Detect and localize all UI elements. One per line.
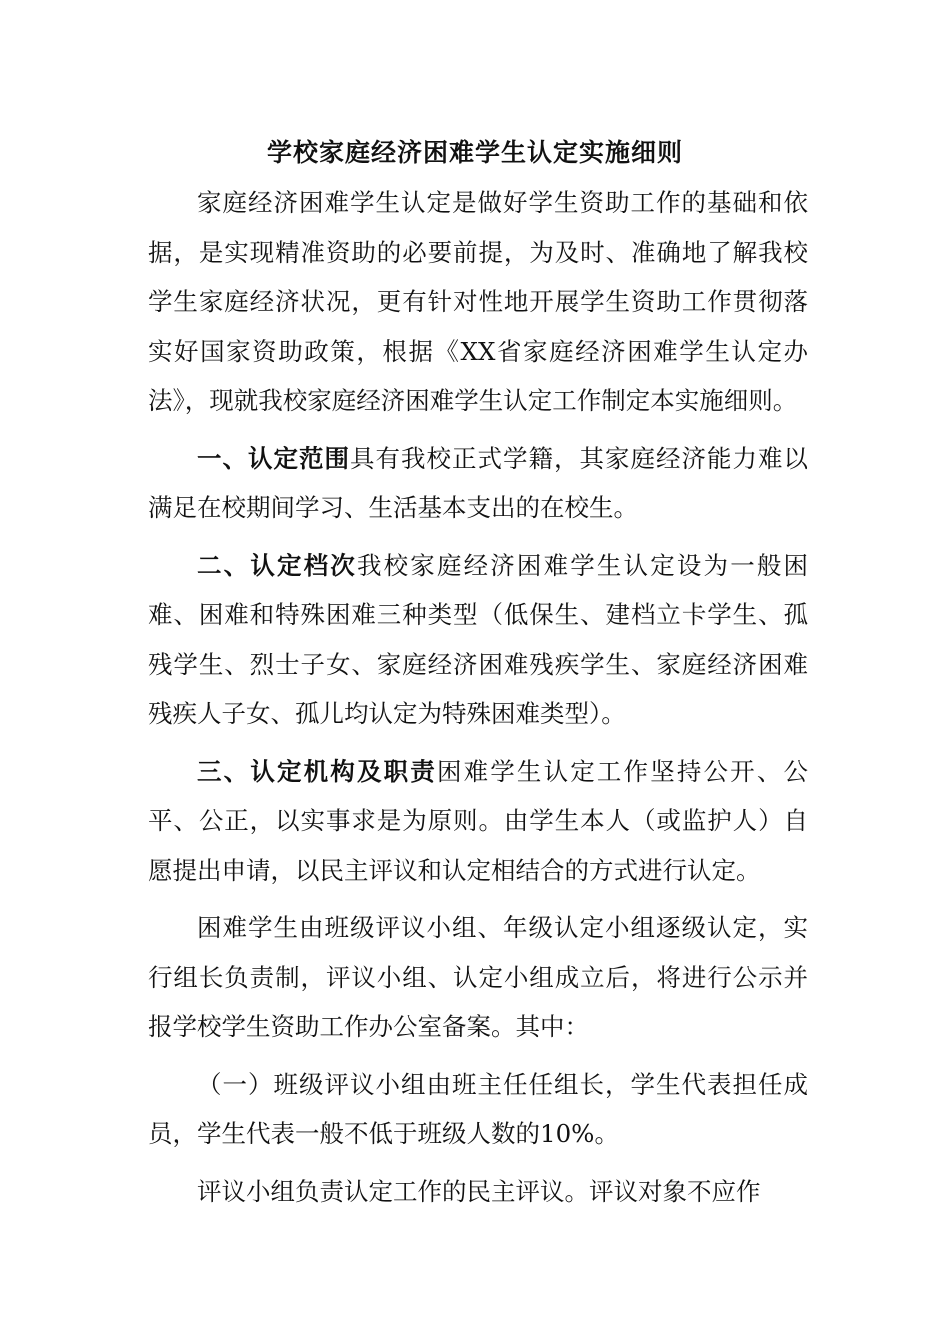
section-2-text: 我校家庭经济困难学生认定设为一般困难、困难和特殊困难三种类型（低保生、建档立卡学生、孤残学生、烈士子女、家庭经济困难残疾学生、家庭经济困难残疾人子女、孤儿均认定为特殊困难类型）。 xyxy=(148,550,809,728)
section-1-paragraph xyxy=(148,434,808,533)
paragraph-4: 困难学生由班级评议小组、年级认定小组逐级认定，实行组长负责制，评议小组、认定小组成立后，将进行公示并报学校学生资助工作办公室备案。其中： xyxy=(148,913,808,1041)
paragraph-6: 评议小组负责认定工作的民主评议。评议对象不应作 xyxy=(197,1176,761,1206)
section-3-heading: 三、认定机构及职责 xyxy=(197,756,437,786)
intro-paragraph: 家庭经济困难学生认定是做好学生资助工作的基础和依据，是实现精准资助的必要前提，为及时、准确地了解我校学生家庭经济状况，更有针对性地开展学生资助工作贯彻落实好国家资助政策，根据《XX省家庭经济困难学生认定办法》，现就我校家庭经济困难学生认定工作制定本实施细则。 xyxy=(148,188,808,415)
document-title: 学校家庭经济困难学生认定实施细则 xyxy=(266,138,683,167)
section-1-text: 具有我校正式学籍，其家庭经济能力难以满足在校期间学习、生活基本支出的在校生。 xyxy=(148,443,808,522)
section-2-heading: 二、认定档次 xyxy=(197,550,357,580)
section-3-paragraph xyxy=(148,747,808,896)
document-body xyxy=(148,178,808,1216)
paragraph-5: （一）班级评议小组由班主任任组长，学生代表担任成员，学生代表一般不低于班级人数的10%。 xyxy=(148,1069,808,1148)
section-2-paragraph xyxy=(148,541,808,739)
section-3-text: 困难学生认定工作坚持公开、公平、公正，以实事求是为原则。由学生本人（或监护人）自愿提出申请，以民主评议和认定相结合的方式进行认定。 xyxy=(148,756,809,885)
section-1-heading: 一、认定范围 xyxy=(197,443,350,473)
